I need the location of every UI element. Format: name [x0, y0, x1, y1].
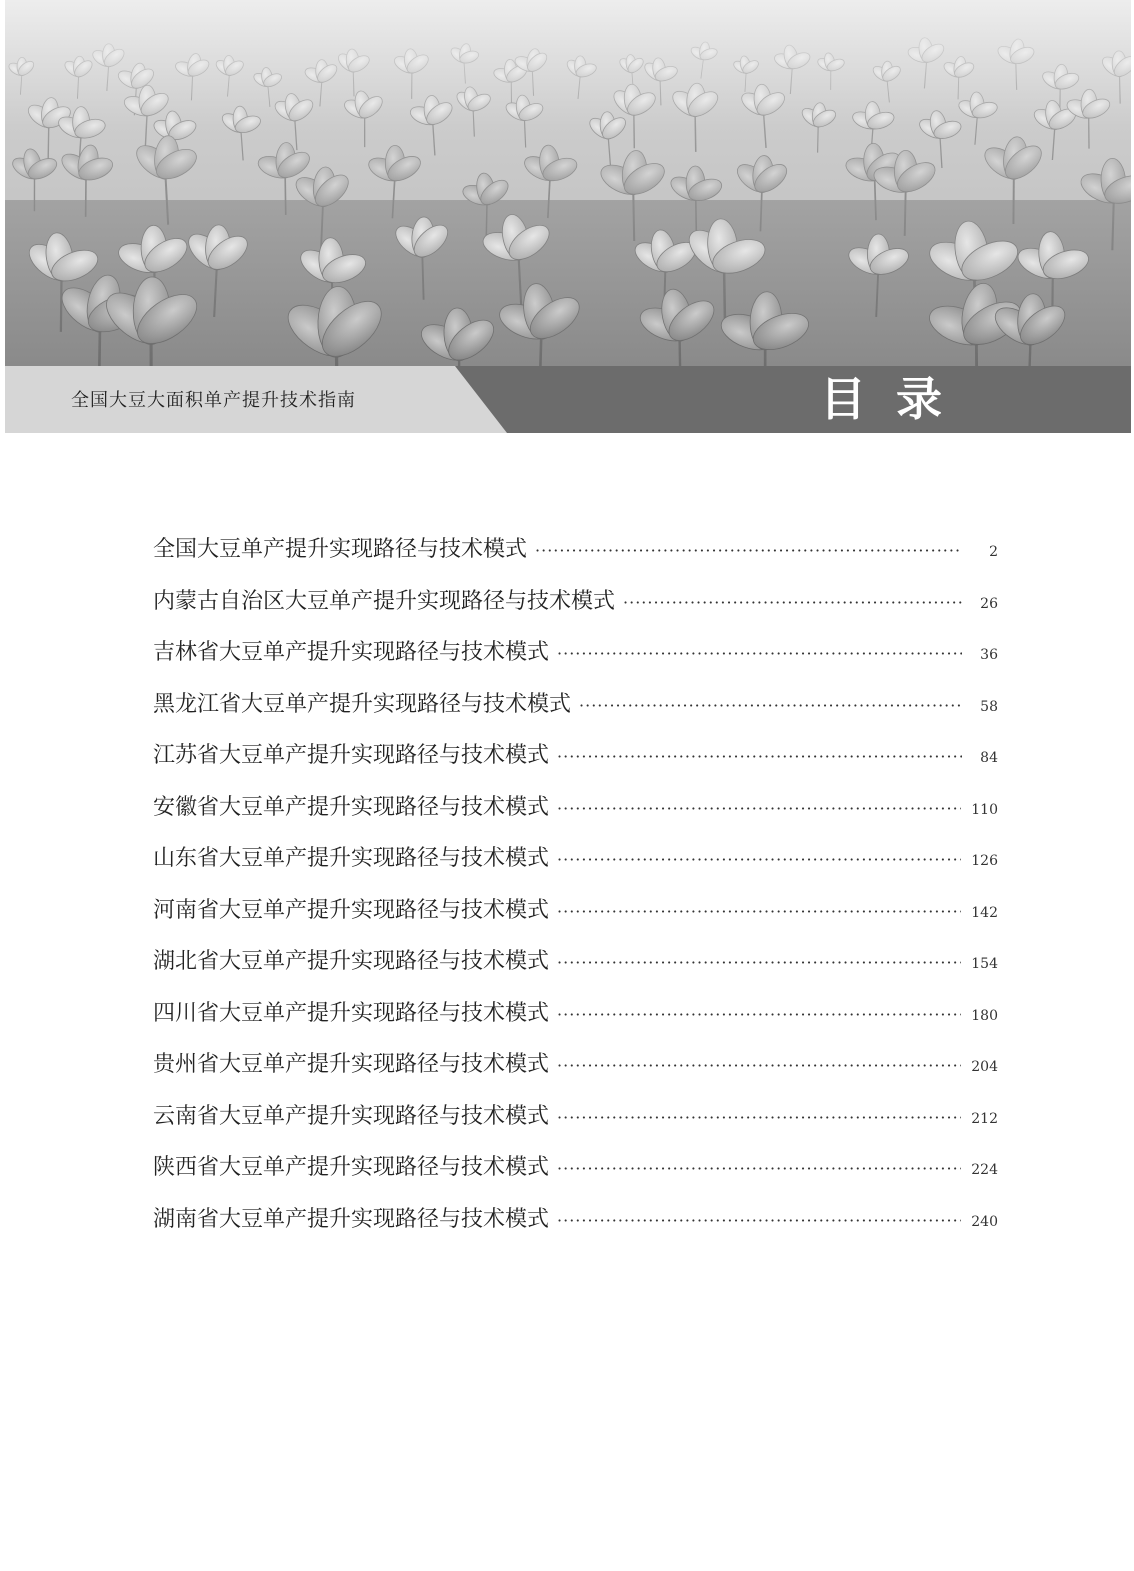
toc-entry[interactable]: [153, 790, 998, 842]
toc-entry[interactable]: [153, 1150, 998, 1202]
toc-dot-leader: [557, 799, 961, 818]
toc-entry[interactable]: [153, 532, 998, 584]
toc-entry-title: 黑龙江省大豆单产提升实现路径与技术模式: [153, 691, 572, 717]
toc-dot-leader: [579, 696, 962, 715]
toc-entry-title: 吉林省大豆单产提升实现路径与技术模式: [153, 640, 550, 665]
toc-entry[interactable]: [153, 687, 998, 739]
toc-entry[interactable]: [153, 584, 998, 636]
toc-entry[interactable]: [153, 944, 998, 996]
toc-page-number: 84: [980, 750, 998, 766]
toc-page-number: 2: [989, 544, 998, 560]
toc-entry-title: 湖北省大豆单产提升实现路径与技术模式: [153, 949, 550, 974]
toc-page-number: 212: [971, 1110, 998, 1127]
toc-entry-title: 山东省大豆单产提升实现路径与技术模式: [153, 846, 550, 871]
header-banner: [5, 366, 1131, 433]
header-photo-soybean-field: [5, 0, 1131, 366]
toc-page-number: 204: [971, 1059, 998, 1075]
toc-page-number: 180: [971, 1007, 998, 1024]
toc-entry-title: 安徽省大豆单产提升实现路径与技术模式: [153, 794, 550, 820]
toc-entry[interactable]: [153, 1047, 998, 1099]
toc-page-number: 110: [971, 801, 998, 818]
toc-entry[interactable]: [153, 996, 998, 1048]
section-title-contents: 目录: [820, 372, 972, 426]
table-of-contents: [153, 532, 998, 1253]
toc-entry-title: 陕西省大豆单产提升实现路径与技术模式: [153, 1155, 550, 1180]
book-title: 全国大豆大面积单产提升技术指南: [71, 390, 356, 411]
toc-entry-title: 江苏省大豆单产提升实现路径与技术模式: [153, 743, 550, 768]
toc-entry-title: 河南省大豆单产提升实现路径与技术模式: [153, 897, 550, 923]
toc-entry[interactable]: [153, 893, 998, 945]
toc-page-number: 126: [971, 853, 998, 869]
toc-dot-leader: [557, 902, 961, 921]
toc-dot-leader: [557, 953, 961, 972]
toc-dot-leader: [557, 1056, 961, 1075]
toc-entry-title: 内蒙古自治区大豆单产提升实现路径与技术模式: [153, 588, 616, 614]
toc-dot-leader: [557, 1005, 961, 1024]
toc-dot-leader: [557, 850, 961, 869]
toc-entry[interactable]: [153, 635, 998, 687]
toc-entry-title: 云南省大豆单产提升实现路径与技术模式: [153, 1103, 550, 1129]
toc-entry[interactable]: [153, 1202, 998, 1254]
toc-page-number: 36: [980, 647, 998, 663]
toc-page-number: 224: [971, 1162, 998, 1178]
toc-dot-leader: [557, 1108, 961, 1127]
toc-entry[interactable]: [153, 738, 998, 790]
soybean-seedlings-illustration: [5, 0, 1131, 366]
toc-page-number: 58: [980, 698, 998, 715]
toc-page-number: 154: [971, 956, 998, 972]
banner-dark-band: [455, 366, 1131, 433]
toc-dot-leader: [557, 1159, 961, 1178]
toc-dot-leader: [623, 593, 962, 612]
toc-entry-title: 全国大豆单产提升实现路径与技术模式: [153, 537, 528, 562]
toc-entry[interactable]: [153, 841, 998, 893]
toc-page-number: 240: [971, 1213, 998, 1230]
toc-dot-leader: [535, 541, 962, 560]
toc-dot-leader: [557, 644, 962, 663]
toc-entry-title: 贵州省大豆单产提升实现路径与技术模式: [153, 1052, 550, 1077]
toc-dot-leader: [557, 747, 962, 766]
toc-dot-leader: [557, 1211, 961, 1230]
toc-entry-title: 四川省大豆单产提升实现路径与技术模式: [153, 1000, 550, 1026]
toc-entry[interactable]: [153, 1099, 998, 1151]
toc-entry-title: 湖南省大豆单产提升实现路径与技术模式: [153, 1206, 550, 1232]
toc-page-number: 26: [980, 595, 998, 612]
toc-page-number: 142: [971, 904, 998, 921]
